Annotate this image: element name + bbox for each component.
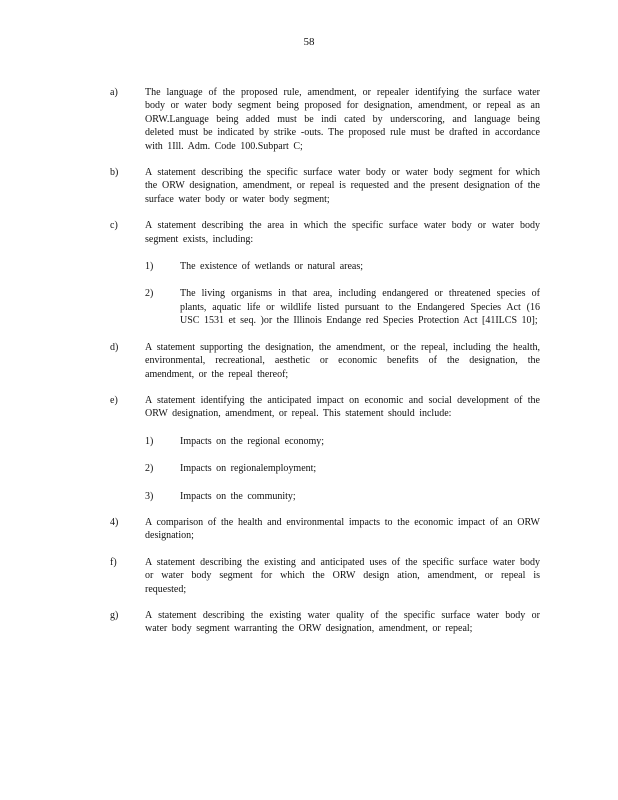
sublist	[145, 260, 540, 328]
list-item-4	[110, 516, 540, 543]
subitem-label: 1)	[145, 261, 154, 273]
subitem-label: 1)	[145, 435, 154, 447]
sublist-item	[145, 435, 540, 448]
sublist-item	[145, 260, 540, 273]
subitem-label: 3)	[145, 490, 154, 502]
item-text: A statement describing the existing water quality of the specific surface water body or water body segment warranting the ORW designation, amendment, or repeal;	[145, 609, 540, 635]
item-label: a)	[110, 87, 118, 98]
document-body	[110, 86, 540, 649]
subitem-text: The living organisms in that area, including endangered or threatened species of plants, aquatic life or wildlife listed pursuant to the Endangered Species Act (16 USC 1531 et seq. )or the Illinois Endange red Species Protection Act [41ILCS 10];	[180, 288, 540, 327]
item-label: b)	[110, 167, 119, 179]
list-item-d	[110, 341, 540, 381]
item-text: A comparison of the health and environmental impacts to the economic impact of an ORW designation;	[145, 516, 540, 542]
sublist-item	[145, 462, 540, 475]
sublist-item	[145, 490, 540, 503]
sublist	[145, 435, 540, 503]
item-text: The language of the proposed rule, amendment, or repealer identifying the surface water body or water body segment being proposed for designation, amendment, or repeal as an ORW.Language being added must be indi cated by underscoring, and language being deleted must be indicated by strike -outs. The proposed rule must be drafted in accordance with 1Ill. Adm. Code 100.Subpart C;	[145, 87, 540, 152]
list-item-f	[110, 556, 540, 596]
item-text: A statement describing the specific surface water body or water body segment for which the ORW designation, amendment, or repeal is requested and the present designation of the surface water body or water body segment;	[145, 167, 540, 205]
item-text: A statement describing the existing and anticipated uses of the specific surface water body or water body segment for which the ORW design ation, amendment, or repeal is requested;	[145, 556, 540, 595]
item-label: c)	[110, 220, 118, 232]
item-label: g)	[110, 609, 119, 621]
item-label: e)	[110, 394, 118, 406]
subitem-label: 2)	[145, 288, 154, 300]
list-item-b	[110, 166, 540, 206]
item-label: f)	[110, 556, 117, 568]
subitem-text: Impacts on the community;	[180, 490, 296, 502]
item-text: A statement supporting the designation, the amendment, or the repeal, including the health, environmental, recreational, aesthetic or economic benefits of the designation, the amendment, or the repeal thereof;	[145, 341, 540, 380]
sublist-item	[145, 287, 540, 327]
subitem-text: Impacts on regionalemployment;	[180, 463, 317, 475]
item-label: d)	[110, 341, 119, 353]
list-item-g	[110, 609, 540, 636]
item-text: A statement identifying the anticipated impact on economic and social development of the ORW designation, amendment, or repeal. This statement should include:	[145, 394, 540, 420]
subitem-label: 2)	[145, 463, 154, 475]
list-item-a	[110, 86, 540, 153]
page-number: 58	[303, 36, 315, 48]
item-text: A statement describing the area in which the specific surface water body or water body segment exists, including:	[145, 220, 540, 245]
subitem-text: The existence of wetlands or natural areas;	[180, 261, 364, 273]
list-item-c	[110, 219, 540, 327]
subitem-text: Impacts on the regional economy;	[180, 435, 325, 447]
item-label: 4)	[110, 516, 119, 528]
list-item-e	[110, 394, 540, 503]
